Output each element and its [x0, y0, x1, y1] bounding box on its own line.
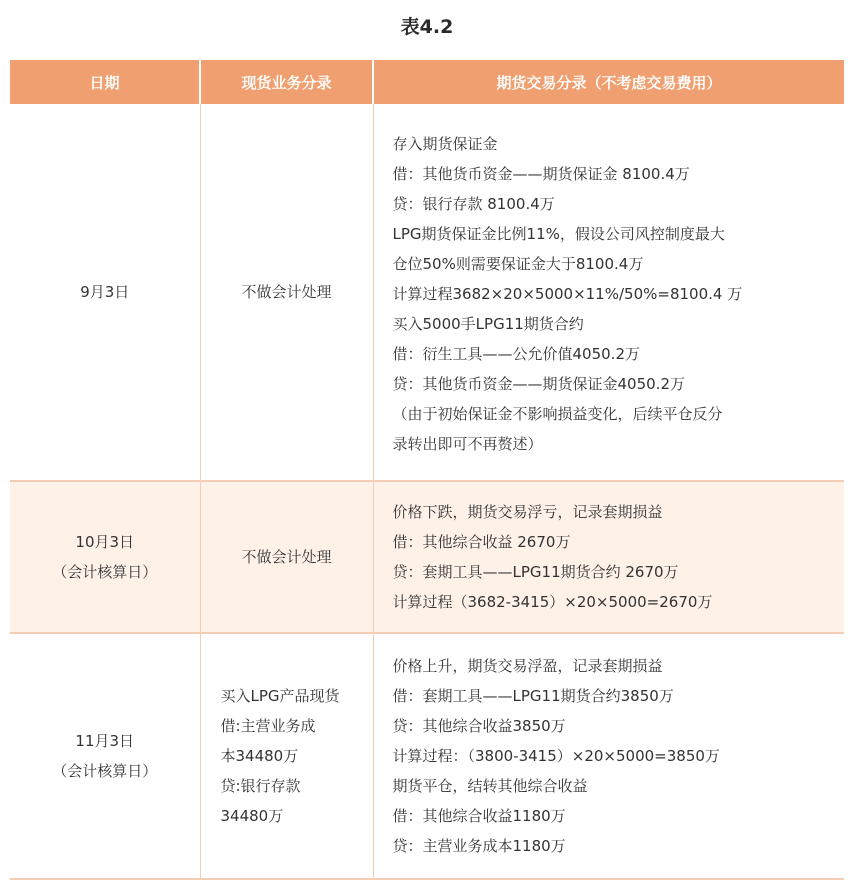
table-header-row: [10, 60, 844, 104]
entry-line: 价格上升，期货交易浮盈，记录套期损益: [392, 657, 663, 675]
table-row: [10, 104, 844, 481]
entry-line: LPG期货保证金比例11%，假设公司风控制度最大: [392, 225, 725, 243]
entry-line: 计算过程3682×20×5000×11%/50%=8100.4 万: [392, 285, 743, 303]
spot-text: 34480万: [220, 807, 284, 825]
date-text: 10月3日: [75, 533, 135, 551]
entry-line: 计算过程：（3800-3415）×20×5000=3850万: [392, 747, 720, 765]
entry-line: 买入5000手LPG11期货合约: [392, 315, 584, 333]
entry-line: 录转出即可不再赘述）: [392, 435, 543, 453]
spot-text: 买入LPG产品现货: [220, 687, 340, 705]
entry-line: 借：衍生工具——公允价值4050.2万: [392, 345, 640, 363]
spot-text: 借:主营业务成: [220, 717, 316, 735]
spot-cell: [200, 633, 373, 879]
spot-text: 不做会计处理: [241, 548, 332, 566]
spot-cell: [200, 104, 373, 481]
table-row: [10, 481, 844, 633]
entry-line: （由于初始保证金不影响损益变化，后续平仓反分: [392, 405, 723, 423]
entry-line: 借：其他货币资金——期货保证金 8100.4万: [392, 165, 690, 183]
entry-line: 贷：银行存款 8100.4万: [392, 195, 555, 213]
entry-line: 贷：套期工具——LPG11期货合约 2670万: [392, 563, 679, 581]
entry-line: 价格下跌，期货交易浮亏，记录套期损益: [392, 503, 663, 521]
date-text: 11月3日: [75, 732, 135, 750]
entry-line: 期货平仓，结转其他综合收益: [392, 777, 588, 795]
date-note: （会计核算日）: [52, 563, 158, 581]
futures-cell: [373, 481, 844, 633]
entry-line: 贷：其他综合收益3850万: [392, 717, 566, 735]
entry-line: 借：其他综合收益 2670万: [392, 533, 571, 551]
entry-line: 贷：主营业务成本1180万: [392, 837, 566, 855]
futures-cell: [373, 104, 844, 481]
entry-line: 存入期货保证金: [392, 135, 498, 153]
entry-line: 仓位50%则需要保证金大于8100.4万: [392, 255, 644, 273]
entry-line: 计算过程（3682-3415）×20×5000=2670万: [392, 593, 713, 611]
header-date: 日期: [10, 60, 200, 104]
spot-cell: [200, 481, 373, 633]
accounting-table: [10, 60, 844, 880]
spot-text: 本34480万: [220, 747, 299, 765]
header-futures-entries: 期货交易分录（不考虑交易费用）: [373, 60, 844, 104]
entry-line: 贷：其他货币资金——期货保证金4050.2万: [392, 375, 685, 393]
date-text: 9月3日: [80, 283, 130, 301]
table-title: 表4.2: [400, 16, 454, 38]
entry-line: 借：其他综合收益1180万: [392, 807, 566, 825]
spot-text: 贷:银行存款: [220, 777, 301, 795]
date-cell: [10, 633, 200, 879]
header-spot-entries: 现货业务分录: [200, 60, 373, 104]
spot-text: 不做会计处理: [241, 283, 332, 301]
date-cell: [10, 481, 200, 633]
futures-cell: [373, 633, 844, 879]
table-row: [10, 633, 844, 879]
entry-line: 借：套期工具——LPG11期货合约3850万: [392, 687, 674, 705]
date-note: （会计核算日）: [52, 762, 158, 780]
date-cell: [10, 104, 200, 481]
